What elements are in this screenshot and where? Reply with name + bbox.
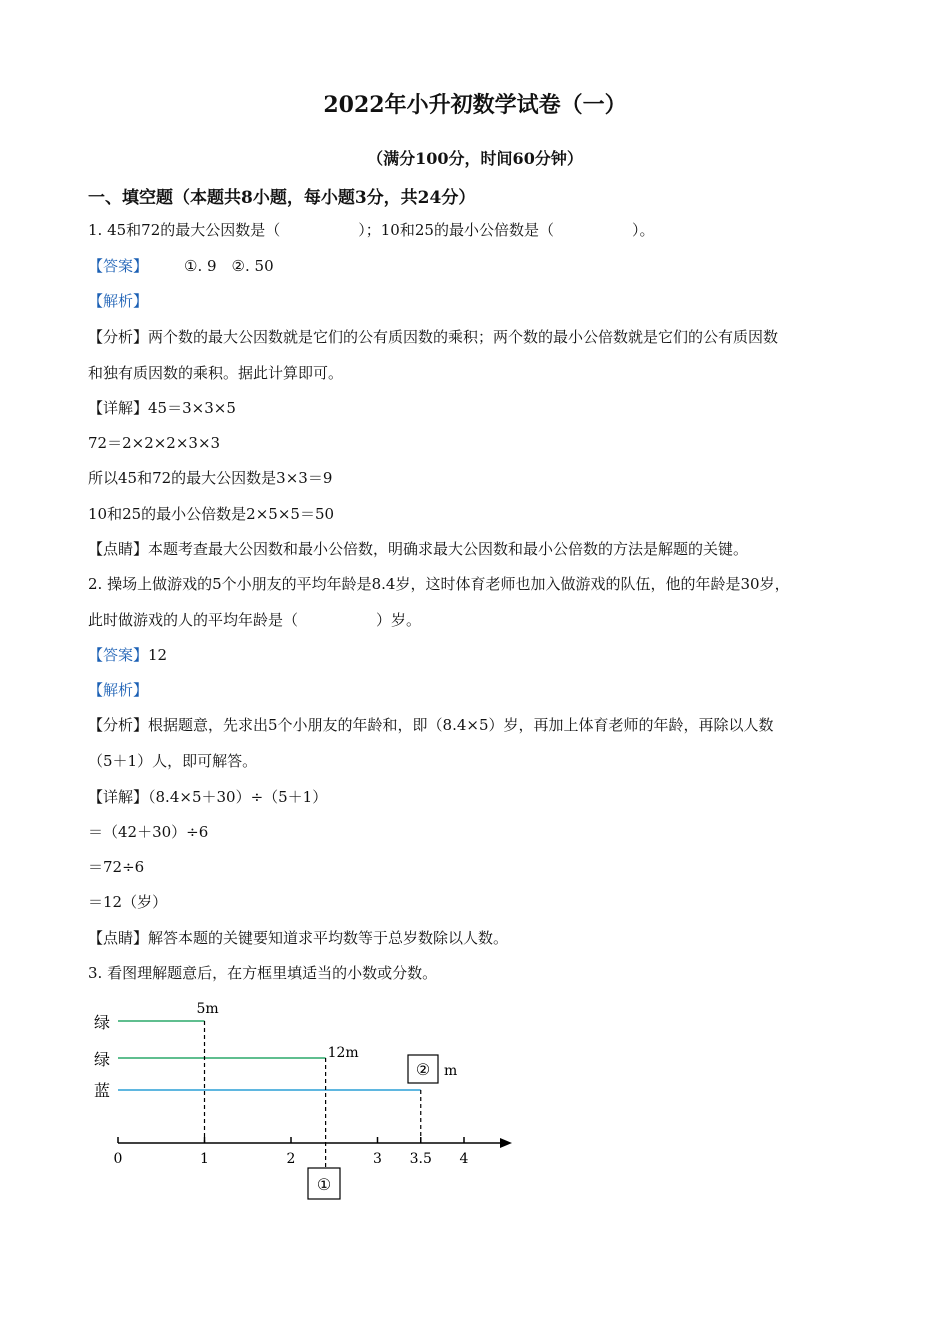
q1-answer-value: ①. 9 ②. 50 xyxy=(184,257,274,275)
q2-stem-part-b: ）岁。 xyxy=(376,611,422,629)
q1-detail-4: 10和25的最小公倍数是2×5×5＝50 xyxy=(88,505,335,523)
q1-analysis-tag xyxy=(88,290,148,311)
q1-fenxi-1 xyxy=(88,326,778,347)
x-axis-arrow-icon xyxy=(500,1138,512,1148)
q1-answer-tag: 【答案】 xyxy=(88,257,149,275)
q1-detail-text-1: 45＝3×3×5 xyxy=(148,399,236,417)
number-line-diagram xyxy=(80,995,520,1205)
q2-detail-text-1: （8.4×5＋30）÷（5＋1） xyxy=(148,788,328,806)
row-label-green-1: 绿 xyxy=(94,1013,111,1032)
q1-fenxi-tag: 【分析】 xyxy=(88,328,149,346)
q2-detail-tag: 【详解】 xyxy=(88,788,149,806)
q1-detail-1 xyxy=(88,397,236,418)
q2-fenxi-2: （5＋1）人，即可解答。 xyxy=(88,752,258,770)
row-label-blue: 蓝 xyxy=(94,1081,111,1100)
q2-stem-part-a: 此时做游戏的人的平均年龄是（ xyxy=(88,611,299,629)
q3-stem: 3. 看图理解题意后，在方框里填适当的小数或分数。 xyxy=(88,964,438,982)
q2-detail-2: ＝（42＋30）÷6 xyxy=(88,823,209,841)
q1-detail-3: 所以45和72的最大公因数是3×3＝9 xyxy=(88,469,333,487)
q2-comment-text: 解答本题的关键要知道求平均数等于总岁数除以人数。 xyxy=(148,929,509,947)
q2-fenxi-text-1: 根据题意，先求出5个小朋友的年龄和，即（8.4×5）岁，再加上体育老师的年龄，再除以人数 xyxy=(148,716,774,734)
q1-stem-part-b: ）；10和25的最小公倍数是（ xyxy=(358,221,554,239)
q2-stem-1: 2. 操场上做游戏的5个小朋友的平均年龄是8.4岁，这时体育老师也加入做游戏的队伍，他的年龄是30岁， xyxy=(88,575,790,593)
axis-tick-label: 1 xyxy=(200,1151,209,1167)
q2-stem-2 xyxy=(88,609,421,630)
q2-analysis-tag xyxy=(88,679,148,700)
answer-box-2-label: ② xyxy=(415,1060,431,1079)
q1-detail-tag: 【详解】 xyxy=(88,399,149,417)
q2-analysis-label: 【解析】 xyxy=(88,681,149,699)
q1-analysis-label: 【解析】 xyxy=(88,292,149,310)
q2-comment xyxy=(88,927,508,948)
q2-detail-1 xyxy=(88,786,327,807)
q1-stem-part-a: 1. 45和72的最大公因数是（ xyxy=(88,221,281,239)
q1-detail-2: 72＝2×2×2×3×3 xyxy=(88,434,221,452)
q1-stem xyxy=(88,219,654,240)
answer-box-2-unit: m xyxy=(444,1063,458,1079)
q1-stem-part-c: ）。 xyxy=(631,221,655,239)
axis-tick-label: 0 xyxy=(113,1151,123,1167)
axis-ticks xyxy=(114,1137,469,1167)
q2-fenxi-tag: 【分析】 xyxy=(88,716,149,734)
axis-tick-label: 3.5 xyxy=(409,1151,432,1167)
q1-answer xyxy=(88,255,274,276)
bar-value-5m: 5m xyxy=(196,1001,219,1017)
q2-answer-tag: 【答案】 xyxy=(88,646,149,664)
q2-detail-3: ＝72÷6 xyxy=(88,858,145,876)
axis-tick-label: 2 xyxy=(286,1151,296,1167)
page-subtitle: （满分100分，时间60分钟） xyxy=(367,149,583,168)
q2-answer-value: 12 xyxy=(148,646,168,664)
section-heading: 一、填空题（本题共8小题，每小题3分，共24分） xyxy=(88,188,476,208)
page-title: 2022年小升初数学试卷（一） xyxy=(323,92,627,118)
q2-answer xyxy=(88,644,167,665)
q2-fenxi-1 xyxy=(88,714,774,735)
row-label-green-2: 绿 xyxy=(94,1050,111,1069)
q2-comment-tag: 【点睛】 xyxy=(88,929,149,947)
q1-comment-tag: 【点睛】 xyxy=(88,540,149,558)
q1-comment-text: 本题考查最大公因数和最小公倍数，明确求最大公因数和最小公倍数的方法是解题的关键。 xyxy=(148,540,749,558)
q1-fenxi-2: 和独有质因数的乘积。据此计算即可。 xyxy=(88,364,344,382)
axis-tick-label: 3 xyxy=(373,1151,382,1167)
q2-detail-4: ＝12（岁） xyxy=(88,893,168,911)
bar-value-12m: 12m xyxy=(327,1045,359,1061)
axis-tick-label: 4 xyxy=(459,1151,469,1167)
answer-box-1-label: ① xyxy=(316,1175,332,1194)
q1-fenxi-text-1: 两个数的最大公因数就是它们的公有质因数的乘积；两个数的最小公倍数就是它们的公有质因数 xyxy=(148,328,779,346)
q1-comment xyxy=(88,538,748,559)
